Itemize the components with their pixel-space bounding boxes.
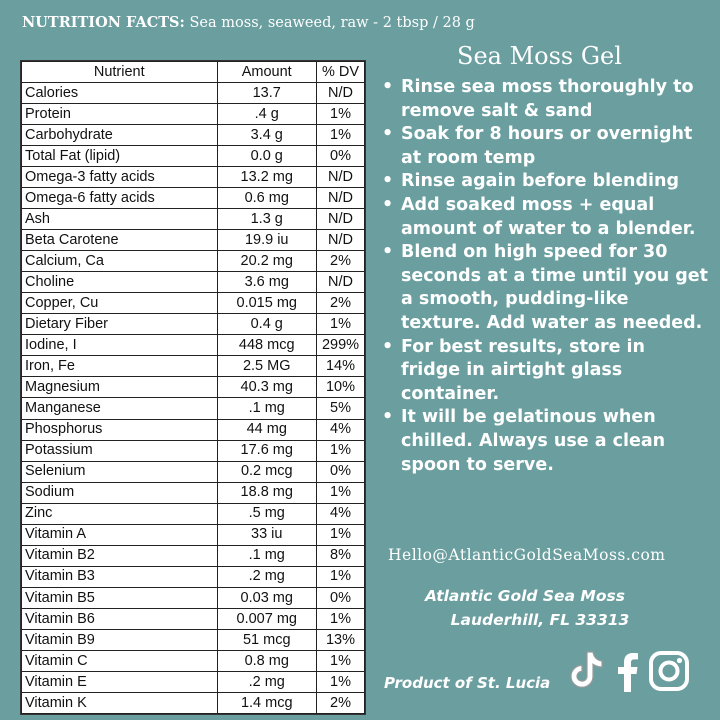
- nutrient-cell: Dietary Fiber: [22, 314, 218, 335]
- dv-cell: N/D: [316, 167, 364, 188]
- nutrient-cell: Magnesium: [22, 377, 218, 398]
- nutrient-cell: Sodium: [22, 482, 218, 503]
- dv-cell: 1%: [316, 482, 364, 503]
- dv-cell: 1%: [316, 524, 364, 545]
- nutrient-cell: Calcium, Ca: [22, 251, 218, 272]
- table-row: [22, 230, 365, 251]
- gel-step: [380, 194, 710, 241]
- amount-cell: 44 mg: [217, 419, 316, 440]
- dv-cell: 1%: [316, 104, 364, 125]
- table-row: [22, 167, 365, 188]
- table-row: [22, 650, 365, 671]
- nutrition-table: [21, 61, 365, 714]
- amount-cell: 0.2 mcg: [217, 461, 316, 482]
- gel-step-text: Add soaked moss + equal amount of water to a blender.: [401, 194, 696, 239]
- table-row: [22, 356, 365, 377]
- amount-cell: 3.6 mg: [217, 272, 316, 293]
- amount-cell: 18.8 mg: [217, 482, 316, 503]
- table-row: [22, 440, 365, 461]
- nutrient-cell: Vitamin B9: [22, 629, 218, 650]
- nutrient-cell: Vitamin E: [22, 671, 218, 692]
- bullet-icon: •: [382, 124, 394, 145]
- nutrient-cell: Copper, Cu: [22, 293, 218, 314]
- table-row: [22, 104, 365, 125]
- dv-cell: 0%: [316, 146, 364, 167]
- nutrient-cell: Carbohydrate: [22, 125, 218, 146]
- table-body: [22, 83, 365, 714]
- table-row: [22, 608, 365, 629]
- dv-cell: 1%: [316, 650, 364, 671]
- nutrient-cell: Ash: [22, 209, 218, 230]
- nutrient-cell: Iron, Fe: [22, 356, 218, 377]
- table-row: [22, 524, 365, 545]
- nutrient-cell: Potassium: [22, 440, 218, 461]
- nutrient-cell: Omega-3 fatty acids: [22, 167, 218, 188]
- header-lead: NUTRITION FACTS:: [22, 14, 185, 31]
- table-row: [22, 545, 365, 566]
- gel-step: [380, 241, 710, 335]
- dv-cell: 2%: [316, 692, 364, 713]
- amount-cell: .5 mg: [217, 503, 316, 524]
- table-row: [22, 293, 365, 314]
- table-row: [22, 377, 365, 398]
- amount-cell: 448 mcg: [217, 335, 316, 356]
- table-row: [22, 272, 365, 293]
- amount-cell: 0.03 mg: [217, 587, 316, 608]
- amount-cell: 0.0 g: [217, 146, 316, 167]
- nutrient-cell: Phosphorus: [22, 419, 218, 440]
- dv-cell: 10%: [316, 377, 364, 398]
- nutrient-cell: Choline: [22, 272, 218, 293]
- dv-cell: N/D: [316, 83, 364, 104]
- tiktok-icon[interactable]: [566, 648, 606, 692]
- dv-cell: 0%: [316, 587, 364, 608]
- nutrient-cell: Iodine, I: [22, 335, 218, 356]
- dv-cell: 14%: [316, 356, 364, 377]
- nutrient-cell: Protein: [22, 104, 218, 125]
- facebook-icon[interactable]: [614, 652, 640, 692]
- nutrient-cell: Vitamin A: [22, 524, 218, 545]
- gel-step: [380, 123, 710, 170]
- amount-cell: 13.2 mg: [217, 167, 316, 188]
- amount-cell: .1 mg: [217, 398, 316, 419]
- dv-cell: 299%: [316, 335, 364, 356]
- dv-cell: 1%: [316, 566, 364, 587]
- nutrient-cell: Vitamin B2: [22, 545, 218, 566]
- gel-step: [380, 76, 710, 123]
- amount-cell: 17.6 mg: [217, 440, 316, 461]
- dv-cell: 13%: [316, 629, 364, 650]
- company-name: Atlantic Gold Sea Moss: [425, 587, 625, 605]
- dv-cell: 5%: [316, 398, 364, 419]
- nutrient-cell: Calories: [22, 83, 218, 104]
- nutrient-cell: Selenium: [22, 461, 218, 482]
- table-row: [22, 587, 365, 608]
- instagram-icon[interactable]: [648, 650, 690, 692]
- dv-cell: N/D: [316, 230, 364, 251]
- amount-cell: 0.4 g: [217, 314, 316, 335]
- nutrition-table-container: [20, 60, 366, 715]
- amount-cell: 40.3 mg: [217, 377, 316, 398]
- gel-step-text: For best results, store in fridge in airtight glass container.: [401, 336, 646, 404]
- table-row: [22, 335, 365, 356]
- amount-cell: .2 mg: [217, 566, 316, 587]
- nutrient-cell: Omega-6 fatty acids: [22, 188, 218, 209]
- amount-cell: 0.007 mg: [217, 608, 316, 629]
- contact-email[interactable]: Hello@AtlanticGoldSeaMoss.com: [388, 546, 666, 564]
- table-row: [22, 146, 365, 167]
- nutrient-cell: Vitamin K: [22, 692, 218, 713]
- nutrient-cell: Total Fat (lipid): [22, 146, 218, 167]
- bullet-icon: •: [382, 194, 394, 215]
- bullet-icon: •: [382, 171, 394, 192]
- gel-step-text: Rinse sea moss thoroughly to remove salt & sand: [401, 77, 694, 121]
- amount-cell: 0.8 mg: [217, 650, 316, 671]
- dv-cell: 2%: [316, 251, 364, 272]
- nutrient-cell: Manganese: [22, 398, 218, 419]
- nutrient-cell: Beta Carotene: [22, 230, 218, 251]
- amount-cell: 0.6 mg: [217, 188, 316, 209]
- bullet-icon: •: [382, 407, 394, 428]
- product-origin: Product of St. Lucia: [384, 674, 551, 692]
- dv-cell: N/D: [316, 272, 364, 293]
- table-row: [22, 692, 365, 713]
- gel-instructions-list: [380, 76, 710, 477]
- amount-cell: 19.9 iu: [217, 230, 316, 251]
- amount-cell: 13.7: [217, 83, 316, 104]
- amount-cell: 1.4 mcg: [217, 692, 316, 713]
- dv-cell: 1%: [316, 440, 364, 461]
- table-row: [22, 209, 365, 230]
- gel-step-text: Soak for 8 hours or overnight at room temp: [401, 124, 693, 168]
- gel-step: [380, 406, 710, 477]
- company-address: Lauderhill, FL 33313: [450, 611, 630, 629]
- amount-cell: .4 g: [217, 104, 316, 125]
- nutrient-cell: Vitamin B5: [22, 587, 218, 608]
- amount-cell: 1.3 g: [217, 209, 316, 230]
- table-row: [22, 671, 365, 692]
- amount-cell: .1 mg: [217, 545, 316, 566]
- nutrient-cell: Zinc: [22, 503, 218, 524]
- gel-step: [380, 336, 710, 407]
- bullet-icon: •: [382, 77, 394, 97]
- gel-step-text: Rinse again before blending: [401, 171, 679, 192]
- dv-cell: 1%: [316, 608, 364, 629]
- gel-step: [380, 170, 710, 194]
- column-header-nutrient: Nutrient: [22, 62, 218, 83]
- amount-cell: 20.2 mg: [217, 251, 316, 272]
- amount-cell: .2 mg: [217, 671, 316, 692]
- header-serving: Sea moss, seaweed, raw - 2 tbsp / 28 g: [184, 15, 475, 31]
- dv-cell: N/D: [316, 209, 364, 230]
- table-header-row: [22, 62, 365, 83]
- amount-cell: 3.4 g: [217, 125, 316, 146]
- table-row: [22, 125, 365, 146]
- table-row: [22, 83, 365, 104]
- dv-cell: 2%: [316, 293, 364, 314]
- dv-cell: 0%: [316, 461, 364, 482]
- table-row: [22, 566, 365, 587]
- amount-cell: 51 mcg: [217, 629, 316, 650]
- dv-cell: 4%: [316, 503, 364, 524]
- column-header-amount: Amount: [217, 62, 316, 83]
- amount-cell: 2.5 MG: [217, 356, 316, 377]
- dv-cell: 1%: [316, 314, 364, 335]
- dv-cell: 8%: [316, 545, 364, 566]
- bullet-icon: •: [382, 336, 394, 357]
- table-row: [22, 398, 365, 419]
- dv-cell: N/D: [316, 188, 364, 209]
- table-row: [22, 188, 365, 209]
- table-row: [22, 251, 365, 272]
- table-row: [22, 314, 365, 335]
- gel-title: Sea Moss Gel: [457, 42, 622, 70]
- nutrient-cell: Vitamin B3: [22, 566, 218, 587]
- nutrient-cell: Vitamin B6: [22, 608, 218, 629]
- dv-cell: 1%: [316, 125, 364, 146]
- dv-cell: 4%: [316, 419, 364, 440]
- table-row: [22, 503, 365, 524]
- bullet-icon: •: [382, 242, 394, 263]
- amount-cell: 0.015 mg: [217, 293, 316, 314]
- column-header-dv: % DV: [316, 62, 364, 83]
- gel-step-text: It will be gelatinous when chilled. Always use a clean spoon to serve.: [401, 407, 666, 475]
- table-row: [22, 461, 365, 482]
- nutrient-cell: Vitamin C: [22, 650, 218, 671]
- dv-cell: 1%: [316, 671, 364, 692]
- table-row: [22, 419, 365, 440]
- gel-step-text: Blend on high speed for 30 seconds at a time until you get a smooth, pudding-like texture. Add water as needed.: [401, 242, 709, 333]
- table-row: [22, 629, 365, 650]
- amount-cell: 33 iu: [217, 524, 316, 545]
- nutrition-header: [22, 14, 475, 31]
- table-row: [22, 482, 365, 503]
